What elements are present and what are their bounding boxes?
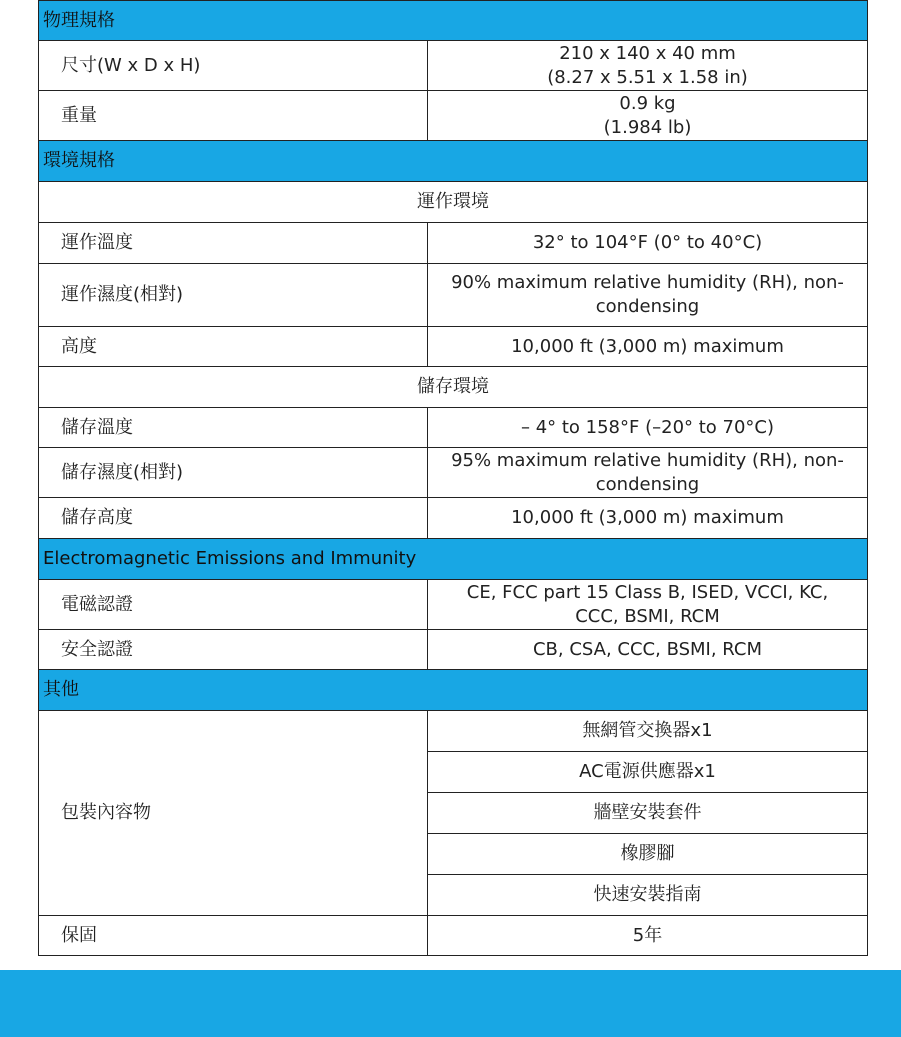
table-row (39, 580, 868, 630)
section-title: 環境規格 (39, 141, 868, 182)
section-title: 其他 (39, 670, 868, 711)
warranty-label: 保固 (39, 916, 428, 956)
st-humidity-label: 儲存濕度(相對) (39, 448, 428, 498)
package-item: 無網管交換器x1 (428, 711, 868, 752)
table-row (39, 448, 868, 498)
table-row (39, 630, 868, 670)
dimensions-label: 尺寸(W x D x H) (39, 41, 428, 91)
section-title: Electromagnetic Emissions and Immunity (39, 539, 868, 580)
op-humidity-label: 運作濕度(相對) (39, 264, 428, 327)
package-item: 牆壁安裝套件 (428, 793, 868, 834)
dimensions-in: (8.27 x 5.51 x 1.58 in) (547, 66, 748, 88)
table-row (39, 916, 868, 956)
op-humidity-value: 90% maximum relative humidity (RH), non-condensing (428, 264, 868, 327)
st-temp-label: 儲存溫度 (39, 408, 428, 448)
section-header-emc (39, 539, 868, 580)
table-row (39, 711, 868, 752)
table-row (39, 91, 868, 141)
warranty-value: 5年 (428, 916, 868, 956)
emc-cert-label: 電磁認證 (39, 580, 428, 630)
package-item: AC電源供應器x1 (428, 752, 868, 793)
operating-environment-header: 運作環境 (39, 182, 868, 223)
emc-cert-value: CE, FCC part 15 Class B, ISED, VCCI, KC, CCC, BSMI, RCM (428, 580, 868, 630)
safety-cert-label: 安全認證 (39, 630, 428, 670)
st-altitude-value: 10,000 ft (3,000 m) maximum (428, 498, 868, 539)
table-row (39, 264, 868, 327)
subheader-row (39, 182, 868, 223)
package-item: 快速安裝指南 (428, 875, 868, 916)
spec-table (38, 0, 868, 956)
op-temp-value: 32° to 104°F (0° to 40°C) (428, 223, 868, 264)
package-contents-label: 包裝內容物 (39, 711, 428, 916)
weight-label: 重量 (39, 91, 428, 141)
dimensions-mm: 210 x 140 x 40 mm (559, 42, 736, 64)
table-row (39, 41, 868, 91)
weight-value (428, 91, 868, 141)
op-temp-label: 運作溫度 (39, 223, 428, 264)
weight-kg: 0.9 kg (619, 92, 676, 114)
storage-environment-header: 儲存環境 (39, 367, 868, 408)
weight-lb: (1.984 lb) (603, 116, 692, 138)
section-header-physical (39, 1, 868, 41)
st-altitude-label: 儲存高度 (39, 498, 428, 539)
st-humidity-value: 95% maximum relative humidity (RH), non-condensing (428, 448, 868, 498)
dimensions-value (428, 41, 868, 91)
section-header-environment (39, 141, 868, 182)
table-row (39, 498, 868, 539)
section-title: 物理規格 (39, 1, 868, 41)
footer-band (0, 970, 901, 1037)
table-row (39, 327, 868, 367)
altitude-value: 10,000 ft (3,000 m) maximum (428, 327, 868, 367)
subheader-row (39, 367, 868, 408)
package-item: 橡膠腳 (428, 834, 868, 875)
table-row (39, 223, 868, 264)
st-temp-value: – 4° to 158°F (–20° to 70°C) (428, 408, 868, 448)
table-row (39, 408, 868, 448)
altitude-label: 高度 (39, 327, 428, 367)
safety-cert-value: CB, CSA, CCC, BSMI, RCM (428, 630, 868, 670)
section-header-other (39, 670, 868, 711)
